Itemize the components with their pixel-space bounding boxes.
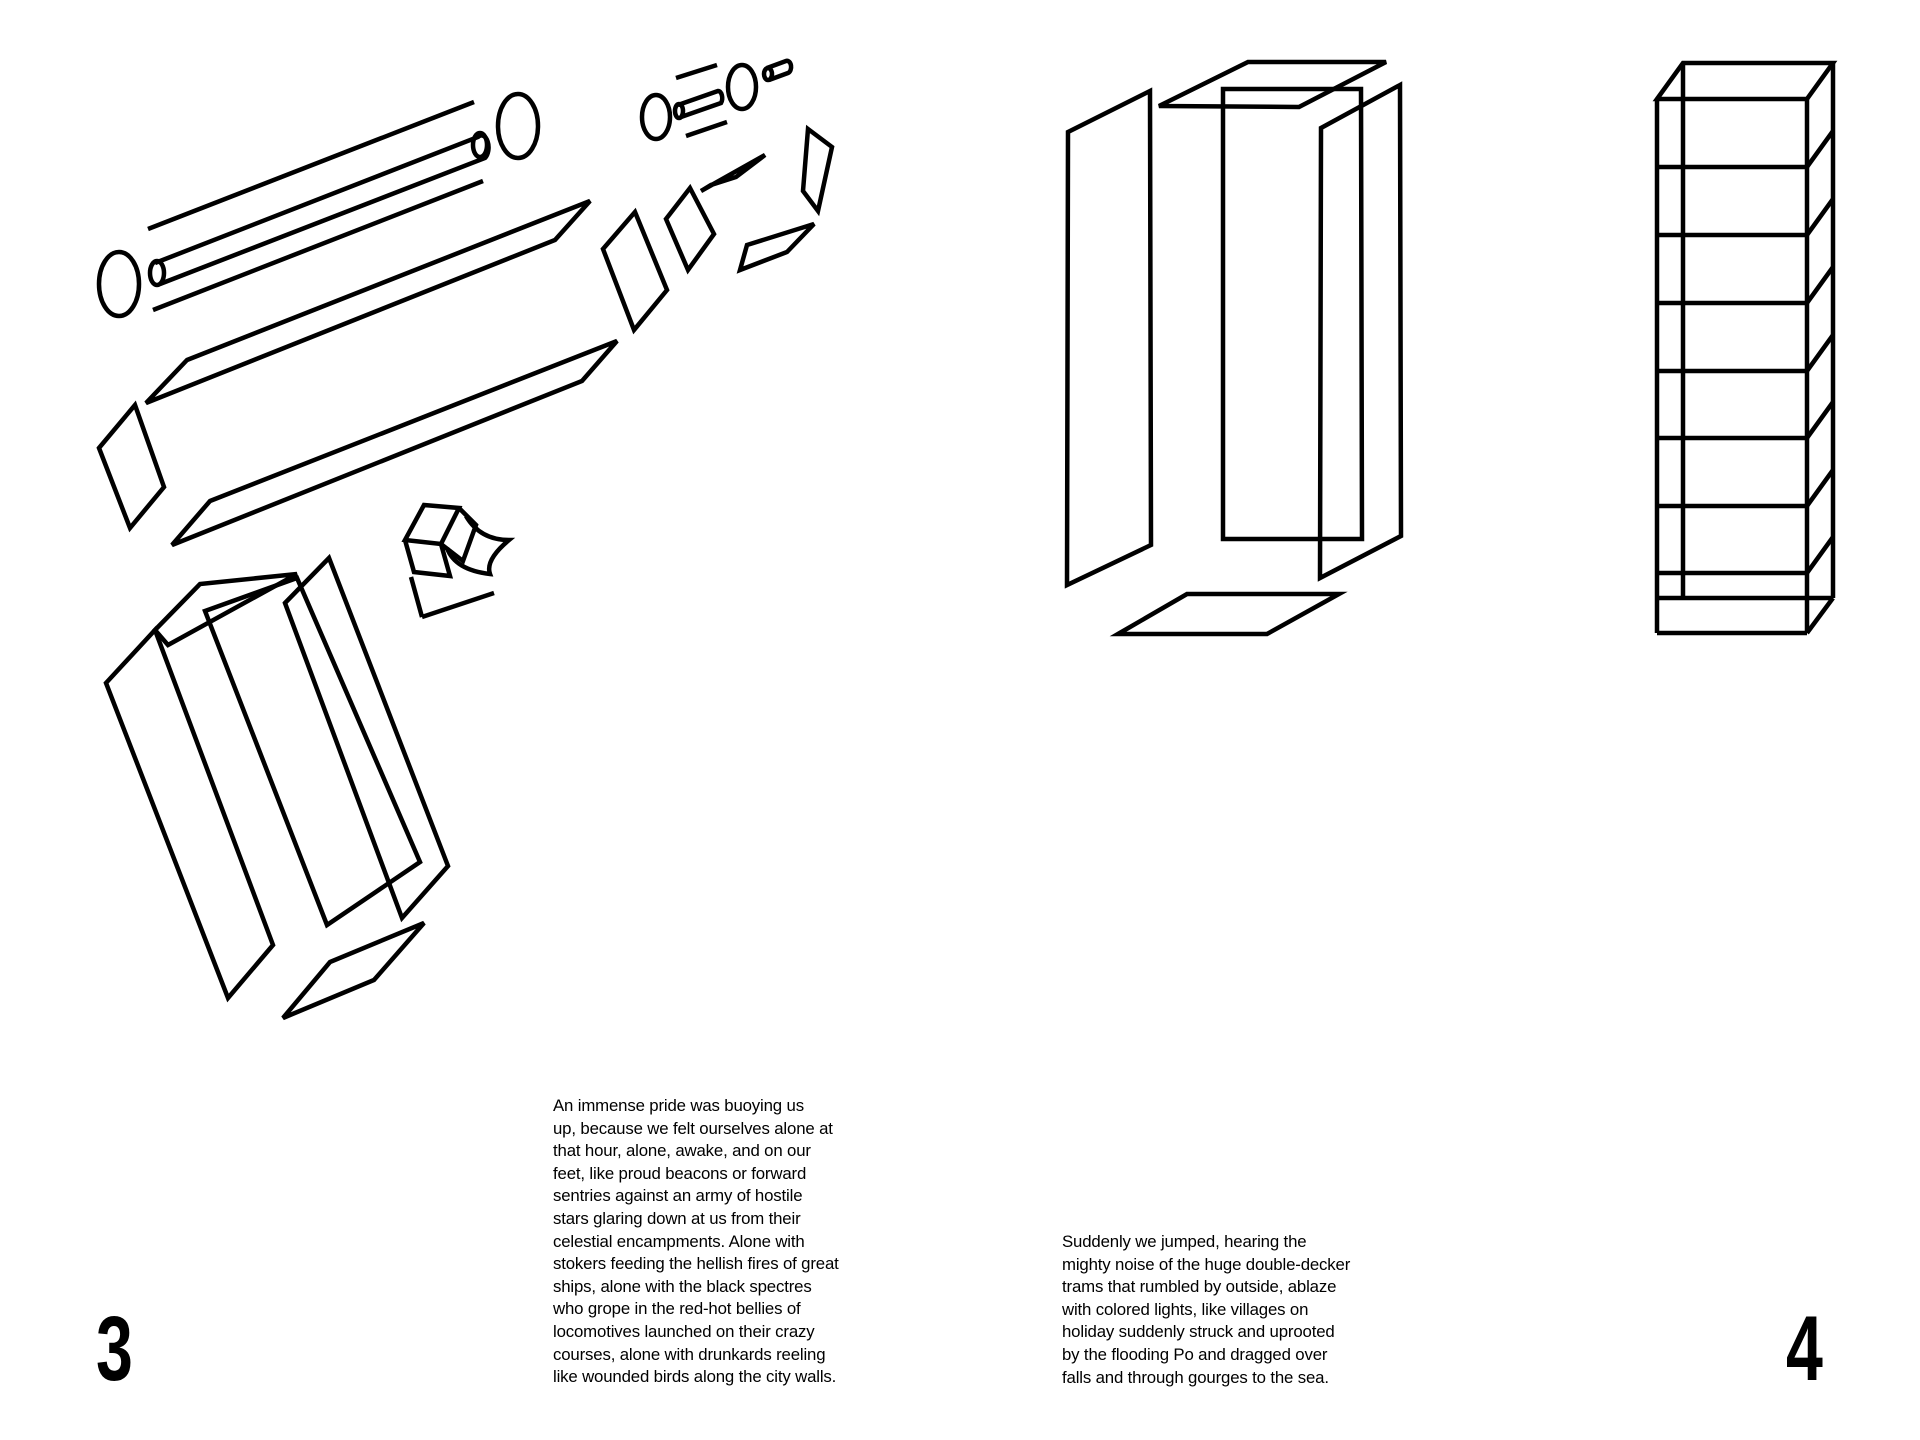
sight-parts [642,61,791,139]
exploded-box-illustration [1067,62,1401,634]
page-number-left: 3 [96,1298,133,1400]
slide-plates [99,129,832,545]
right-page-paragraph: Suddenly we jumped, hearing the mighty noise of the huge double-decker trams that rumbled by outside, ablaze with colored lights, like villages on holiday suddenly struck and uprooted by the flooding Po and dragged over falls and through gourges to the sea. [1062,1232,1351,1387]
exploded-pistol-illustration [99,61,832,1018]
left-page-paragraph: An immense pride was buoying us up, because we felt ourselves alone at that hour, alone, awake, and on our feet, like proud beacons or forward sentries against an army of hostile stars glaring down at us from their celestial encampments. Alone with stokers feeding the hellish fires of great ships, alone with the black spectres who grope in the red-hot bellies of locomotives launched on their crazy courses, alone with drunkards reeling like wounded birds along the city walls. [553,1096,839,1387]
grip-frame [106,558,448,1018]
hammer-part [405,505,509,617]
barrel-group [99,94,538,316]
page-number-right: 4 [1786,1298,1823,1400]
wireframe-tall-box-illustration [1657,63,1833,633]
